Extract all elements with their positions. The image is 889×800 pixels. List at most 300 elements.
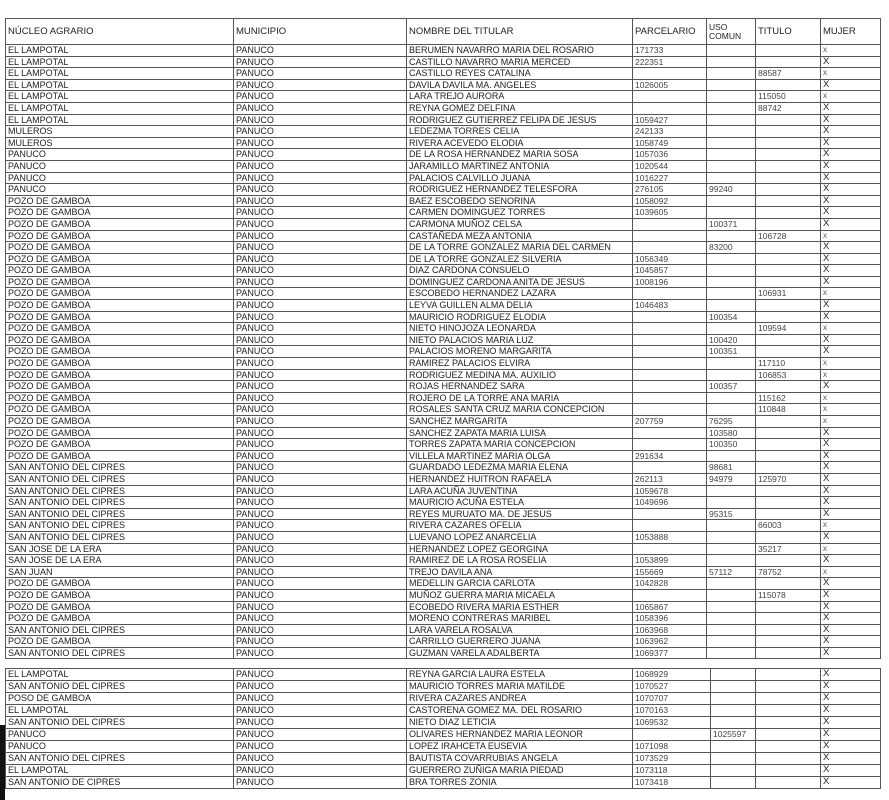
cell-uso-comun	[707, 265, 756, 277]
cell-uso-comun	[707, 195, 756, 207]
cell-titulo	[756, 450, 821, 462]
cell-nombre-titular: CARMEN DOMINGUEZ TORRES	[407, 207, 633, 219]
cell-mujer: X	[821, 765, 881, 777]
cell-nucleo-agrario: SAN ANTONIO DEL CIPRES	[6, 531, 234, 543]
table-row	[6, 624, 881, 636]
cell-mujer: x	[821, 520, 881, 532]
cell-mujer: X	[821, 56, 881, 68]
table-row	[6, 300, 881, 312]
table-row	[6, 242, 881, 254]
cell-parcelario: 242133	[633, 126, 707, 138]
cell-municipio: PANUCO	[234, 566, 407, 578]
cell-municipio: PANUCO	[234, 137, 407, 149]
cell-nombre-titular: DE LA TORRE GONZALEZ SILVERIA	[407, 253, 633, 265]
cell-parcelario: 276105	[633, 184, 707, 196]
cell-nucleo-agrario: EL LAMPOTAL	[6, 765, 234, 777]
cell-nombre-titular: LOPEZ IRAHCETA EUSEVIA	[407, 741, 633, 753]
cell-uso-comun: 57112	[707, 566, 756, 578]
cell-titulo: 125970	[756, 473, 821, 485]
cell-nucleo-agrario: SAN ANTONIO DEL CIPRES	[6, 717, 234, 729]
cell-nucleo-agrario: EL LAMPOTAL	[6, 102, 234, 114]
cell-parcelario	[633, 543, 707, 555]
cell-parcelario: 1058396	[633, 613, 707, 625]
cell-titulo: 78752	[756, 566, 821, 578]
cell-parcelario: 1073418	[633, 777, 711, 789]
cell-mujer: X	[821, 253, 881, 265]
cell-nucleo-agrario: EL LAMPOTAL	[6, 68, 234, 80]
cell-municipio: PANUCO	[234, 601, 407, 613]
cell-uso-comun	[707, 497, 756, 509]
cell-mujer: x	[821, 288, 881, 300]
cell-titulo	[756, 462, 821, 474]
cell-titulo	[756, 265, 821, 277]
cell-nombre-titular: RODRIGUEZ MEDINA MA. AUXILIO	[407, 369, 633, 381]
cell-municipio: PANUCO	[234, 497, 407, 509]
cell-municipio: PANUCO	[234, 543, 407, 555]
cell-titulo	[756, 253, 821, 265]
cell-uso-comun	[711, 765, 756, 777]
cell-nucleo-agrario: POZO DE GAMBOA	[6, 589, 234, 601]
cell-nucleo-agrario: POZO DE GAMBOA	[6, 404, 234, 416]
cell-municipio: PANUCO	[234, 508, 407, 520]
cell-titulo	[756, 705, 821, 717]
cell-uso-comun	[707, 404, 756, 416]
cell-mujer: X	[821, 741, 881, 753]
cell-titulo: 88742	[756, 102, 821, 114]
cell-uso-comun	[711, 717, 756, 729]
cell-parcelario: 1071098	[633, 741, 711, 753]
table-row	[6, 520, 881, 532]
cell-parcelario: 1065867	[633, 601, 707, 613]
cell-nombre-titular: GUARDADO LEDEZMA MARIA ELENA	[407, 462, 633, 474]
cell-uso-comun: 1025597	[711, 729, 756, 741]
table-row	[6, 416, 881, 428]
cell-nombre-titular: GUERRERO ZUÑIGA MARIA PIEDAD	[407, 765, 633, 777]
cell-parcelario: 1058092	[633, 195, 707, 207]
cell-mujer: X	[821, 300, 881, 312]
table-row	[6, 729, 881, 741]
cell-uso-comun	[707, 207, 756, 219]
cell-nombre-titular: LARA TREJO AURORA	[407, 91, 633, 103]
cell-uso-comun: 99240	[707, 184, 756, 196]
cell-municipio: PANUCO	[234, 462, 407, 474]
cell-uso-comun	[707, 102, 756, 114]
cell-uso-comun: 103580	[707, 427, 756, 439]
cell-mujer: X	[821, 137, 881, 149]
cell-nucleo-agrario: SAN ANTONIO DEL CIPRES	[6, 508, 234, 520]
table-row	[6, 669, 881, 681]
cell-nucleo-agrario: POZO DE GAMBOA	[6, 242, 234, 254]
cell-parcelario: 1053888	[633, 531, 707, 543]
cell-nucleo-agrario: PANUCO	[6, 729, 234, 741]
cell-parcelario: 1045857	[633, 265, 707, 277]
cell-parcelario	[633, 439, 707, 451]
cell-mujer: X	[821, 589, 881, 601]
table-row	[6, 741, 881, 753]
cell-titulo	[756, 45, 821, 57]
cell-parcelario: 1073118	[633, 765, 711, 777]
cell-uso-comun	[707, 91, 756, 103]
cell-titulo	[756, 765, 821, 777]
cell-uso-comun	[707, 358, 756, 370]
cell-titulo	[756, 508, 821, 520]
cell-titulo	[756, 753, 821, 765]
cell-nucleo-agrario: POZO DE GAMBOA	[6, 346, 234, 358]
cell-nucleo-agrario: SAN JUAN	[6, 566, 234, 578]
cell-titulo: 106931	[756, 288, 821, 300]
cell-municipio: PANUCO	[234, 392, 407, 404]
cell-parcelario: 1058749	[633, 137, 707, 149]
cell-municipio: PANUCO	[234, 473, 407, 485]
cell-uso-comun	[707, 79, 756, 91]
cell-nombre-titular: OLIVARES HERNANDEZ MARIA LEONOR	[407, 729, 633, 741]
cell-nucleo-agrario: PANUCO	[6, 149, 234, 161]
table-row	[6, 439, 881, 451]
cell-parcelario	[633, 589, 707, 601]
cell-nombre-titular: NIETO PALACIOS MARIA LUZ	[407, 334, 633, 346]
cell-parcelario: 1069532	[633, 717, 711, 729]
cell-municipio: PANUCO	[234, 416, 407, 428]
table-row	[6, 149, 881, 161]
cell-parcelario: 1063968	[633, 624, 707, 636]
cell-nombre-titular: TORRES ZAPATA MARIA CONCEPCION	[407, 439, 633, 451]
cell-titulo: 88587	[756, 68, 821, 80]
table-row	[6, 566, 881, 578]
cell-nombre-titular: REYNA GOMEZ DELFINA	[407, 102, 633, 114]
table-row	[6, 253, 881, 265]
cell-nucleo-agrario: EL LAMPOTAL	[6, 45, 234, 57]
cell-parcelario: 1057036	[633, 149, 707, 161]
cell-municipio: PANUCO	[234, 334, 407, 346]
cell-municipio: PANUCO	[234, 729, 407, 741]
cell-uso-comun	[707, 56, 756, 68]
cell-titulo	[756, 578, 821, 590]
table-row	[6, 693, 881, 705]
cell-nombre-titular: CARMONA MUÑOZ CELSA	[407, 218, 633, 230]
cell-titulo	[756, 137, 821, 149]
cell-municipio: PANUCO	[234, 68, 407, 80]
cell-parcelario	[633, 102, 707, 114]
cell-municipio: PANUCO	[234, 777, 407, 789]
cell-nucleo-agrario: POZO DE GAMBOA	[6, 369, 234, 381]
table-row	[6, 404, 881, 416]
cell-mujer: x	[821, 566, 881, 578]
cell-mujer: x	[821, 68, 881, 80]
cell-municipio: PANUCO	[234, 531, 407, 543]
cell-parcelario	[633, 218, 707, 230]
cell-nombre-titular: RAMIREZ PALACIOS ELVIRA	[407, 358, 633, 370]
cell-nombre-titular: LUEVANO LOPEZ ANARCELIA	[407, 531, 633, 543]
cell-parcelario	[633, 404, 707, 416]
cell-nucleo-agrario: POZO DE GAMBOA	[6, 578, 234, 590]
cell-nombre-titular: BAEZ ESCOBEDO SENORINA	[407, 195, 633, 207]
cell-parcelario: 1020544	[633, 160, 707, 172]
cell-nombre-titular: PALACIOS CALVILLO JUANA	[407, 172, 633, 184]
cell-uso-comun	[707, 137, 756, 149]
table-row	[6, 531, 881, 543]
cell-uso-comun	[707, 589, 756, 601]
cell-nucleo-agrario: SAN ANTONIO DEL CIPRES	[6, 681, 234, 693]
table-row	[6, 647, 881, 659]
cell-mujer: x	[821, 91, 881, 103]
cell-titulo	[756, 555, 821, 567]
cell-mujer: X	[821, 613, 881, 625]
cell-parcelario: 1046483	[633, 300, 707, 312]
cell-mujer: X	[821, 334, 881, 346]
cell-parcelario: 291634	[633, 450, 707, 462]
cell-parcelario: 1070707	[633, 693, 711, 705]
cell-titulo	[756, 669, 821, 681]
table-row	[6, 601, 881, 613]
cell-nombre-titular: BAUTISTA COVARRUBIAS ANGELA	[407, 753, 633, 765]
cell-titulo: 109594	[756, 323, 821, 335]
cell-parcelario	[633, 520, 707, 532]
cell-municipio: PANUCO	[234, 705, 407, 717]
cell-nucleo-agrario: SAN ANTONIO DE CIPRES	[6, 777, 234, 789]
cell-parcelario	[633, 358, 707, 370]
cell-mujer: X	[821, 172, 881, 184]
cell-parcelario	[633, 427, 707, 439]
table-row	[6, 184, 881, 196]
cell-titulo	[756, 334, 821, 346]
cell-parcelario	[633, 392, 707, 404]
cell-titulo	[756, 613, 821, 625]
cell-municipio: PANUCO	[234, 669, 407, 681]
table-row	[6, 636, 881, 648]
cell-municipio: PANUCO	[234, 45, 407, 57]
cell-municipio: PANUCO	[234, 369, 407, 381]
cell-nombre-titular: MUÑOZ GUERRA MARIA MICAELA	[407, 589, 633, 601]
cell-mujer: X	[821, 753, 881, 765]
cell-titulo: 35217	[756, 543, 821, 555]
cell-titulo	[756, 729, 821, 741]
cell-nombre-titular: LARA VARELA ROSALVA	[407, 624, 633, 636]
cell-nucleo-agrario: SAN ANTONIO DEL CIPRES	[6, 497, 234, 509]
cell-titulo	[756, 300, 821, 312]
cell-nombre-titular: ESCOBEDO HERNANDEZ LAZARA	[407, 288, 633, 300]
cell-titulo	[756, 485, 821, 497]
cell-mujer: X	[821, 601, 881, 613]
cell-titulo	[756, 693, 821, 705]
cell-nucleo-agrario: SAN ANTONIO DEL CIPRES	[6, 624, 234, 636]
cell-nucleo-agrario: POZO DE GAMBOA	[6, 427, 234, 439]
cell-mujer: X	[821, 242, 881, 254]
cell-nombre-titular: MAURICIO TORRES MARIA MATILDE	[407, 681, 633, 693]
cell-titulo	[756, 681, 821, 693]
cell-mujer: X	[821, 427, 881, 439]
cell-parcelario	[633, 91, 707, 103]
cell-nombre-titular: HERNANDEZ LOPEZ GEORGINA	[407, 543, 633, 555]
cell-uso-comun	[707, 613, 756, 625]
cell-mujer: x	[821, 543, 881, 555]
cell-mujer: x	[821, 45, 881, 57]
cell-titulo	[756, 160, 821, 172]
cell-nombre-titular: BRA TORRES ZONIA	[407, 777, 633, 789]
table-row	[6, 265, 881, 277]
cell-uso-comun	[707, 555, 756, 567]
cell-titulo: 110848	[756, 404, 821, 416]
cell-nucleo-agrario: POZO DE GAMBOA	[6, 300, 234, 312]
cell-nombre-titular: ROSALES SANTA CRUZ MARIA CONCEPCION	[407, 404, 633, 416]
cell-parcelario: 1049696	[633, 497, 707, 509]
table-row	[6, 91, 881, 103]
cell-mujer: x	[821, 392, 881, 404]
cell-parcelario	[633, 346, 707, 358]
cell-nucleo-agrario: SAN ANTONIO DEL CIPRES	[6, 647, 234, 659]
cell-mujer: X	[821, 669, 881, 681]
cell-uso-comun: 83200	[707, 242, 756, 254]
cell-uso-comun	[707, 172, 756, 184]
table-row	[6, 137, 881, 149]
cell-uso-comun	[711, 681, 756, 693]
cell-parcelario	[633, 508, 707, 520]
cell-titulo	[756, 531, 821, 543]
cell-municipio: PANUCO	[234, 172, 407, 184]
cell-municipio: PANUCO	[234, 311, 407, 323]
cell-nombre-titular: TREJO DAVILA ANA	[407, 566, 633, 578]
cell-nucleo-agrario: EL LAMPOTAL	[6, 79, 234, 91]
cell-nucleo-agrario: PANUCO	[6, 172, 234, 184]
cell-municipio: PANUCO	[234, 207, 407, 219]
cell-parcelario: 1059678	[633, 485, 707, 497]
table-row	[6, 578, 881, 590]
cell-uso-comun	[707, 450, 756, 462]
cell-titulo	[756, 346, 821, 358]
cell-uso-comun	[707, 114, 756, 126]
cell-nucleo-agrario: POSO DE GAMBOA	[6, 693, 234, 705]
scan-edge-mark	[0, 725, 5, 800]
cell-municipio: PANUCO	[234, 681, 407, 693]
table-row	[6, 311, 881, 323]
cell-uso-comun	[707, 531, 756, 543]
cell-mujer: X	[821, 381, 881, 393]
cell-nucleo-agrario: SAN ANTONIO DEL CIPRES	[6, 462, 234, 474]
cell-titulo	[756, 717, 821, 729]
table-row	[6, 218, 881, 230]
cell-titulo	[756, 601, 821, 613]
cell-nombre-titular: CARRILLO GUERRERO JUANA	[407, 636, 633, 648]
cell-mujer: X	[821, 462, 881, 474]
cell-nucleo-agrario: POZO DE GAMBOA	[6, 195, 234, 207]
cell-mujer: X	[821, 485, 881, 497]
cell-mujer: X	[821, 636, 881, 648]
cell-municipio: PANUCO	[234, 242, 407, 254]
cell-parcelario: 1026005	[633, 79, 707, 91]
cell-parcelario: 1008196	[633, 276, 707, 288]
cell-municipio: PANUCO	[234, 91, 407, 103]
cell-parcelario: 1073529	[633, 753, 711, 765]
table-row	[6, 207, 881, 219]
cell-titulo: 106853	[756, 369, 821, 381]
cell-nucleo-agrario: SAN JOSE DE LA ERA	[6, 543, 234, 555]
header-nombre-titular: NOMBRE DEL TITULAR	[407, 19, 633, 45]
table-row	[6, 172, 881, 184]
cell-parcelario	[633, 242, 707, 254]
cell-titulo	[756, 149, 821, 161]
cell-uso-comun	[707, 392, 756, 404]
cell-municipio: PANUCO	[234, 753, 407, 765]
cell-nucleo-agrario: POZO DE GAMBOA	[6, 392, 234, 404]
cell-nucleo-agrario: POZO DE GAMBOA	[6, 218, 234, 230]
cell-nucleo-agrario: POZO DE GAMBOA	[6, 450, 234, 462]
cell-uso-comun	[711, 669, 756, 681]
cell-nombre-titular: RODRIGUEZ HERNANDEZ TELESFORA	[407, 184, 633, 196]
cell-nombre-titular: CASTORENA GOMEZ MA. DEL ROSARIO	[407, 705, 633, 717]
cell-uso-comun	[707, 300, 756, 312]
table-row	[6, 381, 881, 393]
table-row	[6, 777, 881, 789]
table-row	[6, 346, 881, 358]
cell-uso-comun	[707, 369, 756, 381]
table-row	[6, 126, 881, 138]
cell-nombre-titular: RIVERA ACEVEDO ELODIA	[407, 137, 633, 149]
cell-uso-comun	[707, 578, 756, 590]
cell-uso-comun: 95315	[707, 508, 756, 520]
table-row	[6, 450, 881, 462]
table-row	[6, 555, 881, 567]
cell-nucleo-agrario: MULEROS	[6, 126, 234, 138]
cell-municipio: PANUCO	[234, 381, 407, 393]
cell-nombre-titular: NIETO HINOJOZA LEONARDA	[407, 323, 633, 335]
cell-parcelario: 222351	[633, 56, 707, 68]
cell-titulo	[756, 276, 821, 288]
header-nucleo-agrario: NÚCLEO AGRARIO	[6, 19, 234, 45]
cell-uso-comun: 100351	[707, 346, 756, 358]
cell-municipio: PANUCO	[234, 184, 407, 196]
cell-nucleo-agrario: PANUCO	[6, 184, 234, 196]
cell-municipio: PANUCO	[234, 485, 407, 497]
cell-mujer: X	[821, 79, 881, 91]
cell-mujer: x	[821, 323, 881, 335]
cell-titulo	[756, 624, 821, 636]
cell-uso-comun	[707, 636, 756, 648]
cell-nucleo-agrario: EL LAMPOTAL	[6, 91, 234, 103]
cell-nucleo-agrario: POZO DE GAMBOA	[6, 276, 234, 288]
cell-uso-comun	[707, 160, 756, 172]
cell-nombre-titular: SANCHEZ MARGARITA	[407, 416, 633, 428]
cell-nombre-titular: ROJERO DE LA TORRE ANA MARIA	[407, 392, 633, 404]
cell-municipio: PANUCO	[234, 717, 407, 729]
table-row	[6, 276, 881, 288]
cell-parcelario: 1053899	[633, 555, 707, 567]
cell-titulo	[756, 777, 821, 789]
table-row	[6, 473, 881, 485]
cell-mujer: X	[821, 346, 881, 358]
cell-titulo	[756, 636, 821, 648]
cell-nombre-titular: VILLELA MARTINEZ MARIA OLGA	[407, 450, 633, 462]
table-row	[6, 681, 881, 693]
cell-titulo	[756, 184, 821, 196]
cell-nucleo-agrario: POZO DE GAMBOA	[6, 323, 234, 335]
cell-municipio: PANUCO	[234, 346, 407, 358]
cell-nucleo-agrario: POZO DE GAMBOA	[6, 381, 234, 393]
cell-mujer: X	[821, 497, 881, 509]
cell-municipio: PANUCO	[234, 265, 407, 277]
cell-municipio: PANUCO	[234, 253, 407, 265]
cell-nucleo-agrario: POZO DE GAMBOA	[6, 613, 234, 625]
cell-nombre-titular: LEYVA GUILLEN ALMA DELIA	[407, 300, 633, 312]
cell-parcelario: 1039605	[633, 207, 707, 219]
cell-nombre-titular: PALACIOS MORENO MARGARITA	[407, 346, 633, 358]
header-titulo: TITULO	[756, 19, 821, 45]
cell-mujer: x	[821, 230, 881, 242]
cell-nombre-titular: ECOBEDO RIVERA MARIA ESTHER	[407, 601, 633, 613]
cell-nombre-titular: MAURICIO RODRIGUEZ ELODIA	[407, 311, 633, 323]
cell-uso-comun	[707, 149, 756, 161]
cell-mujer: x	[821, 404, 881, 416]
cell-mujer: X	[821, 218, 881, 230]
table-row	[6, 79, 881, 91]
